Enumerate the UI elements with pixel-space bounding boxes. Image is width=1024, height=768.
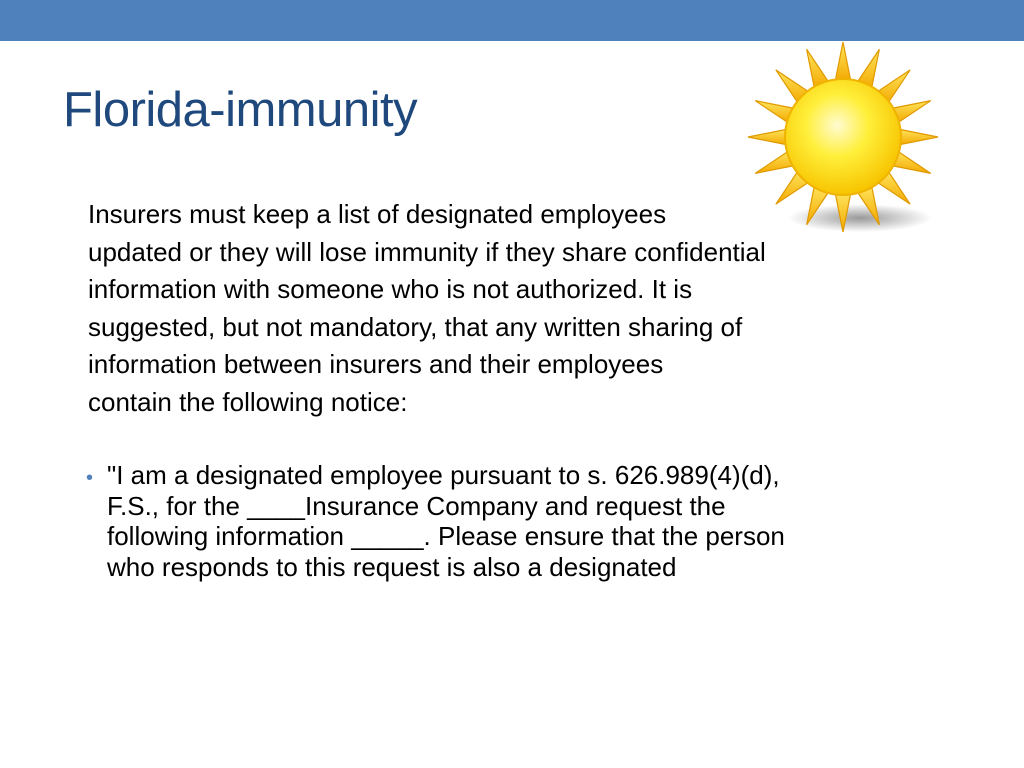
bullet-line: who responds to this request is also a designated [107,551,677,582]
bullet-marker: • [86,467,94,489]
body-paragraph [88,196,938,421]
bullet-line: F.S., for the ____Insurance Company and request the [107,490,726,521]
paragraph-line: Insurers must keep a list of designated employees [88,199,667,229]
paragraph-line: suggested, but not mandatory, that any written sharing of [88,311,743,342]
top-accent-bar [0,0,1024,41]
sun-core [785,79,901,195]
sun-ray [835,42,851,82]
bullet-text [107,460,947,582]
slide-title: Florida-immunity [63,83,418,137]
paragraph-line: contain the following notice: [88,386,408,417]
sun-ray [898,129,938,145]
sun-ray [748,129,788,145]
bullet-line: "I am a designated employee pursuant to s. 626.989(4)(d), [107,460,780,490]
paragraph-line: updated or they will lose immunity if they share confidential [88,236,766,267]
bullet-line: following information _____. Please ensure that the person [107,521,785,551]
paragraph-line: information with someone who is not authorized. It is [88,274,693,304]
paragraph-line: information between insurers and their employees [88,349,664,379]
